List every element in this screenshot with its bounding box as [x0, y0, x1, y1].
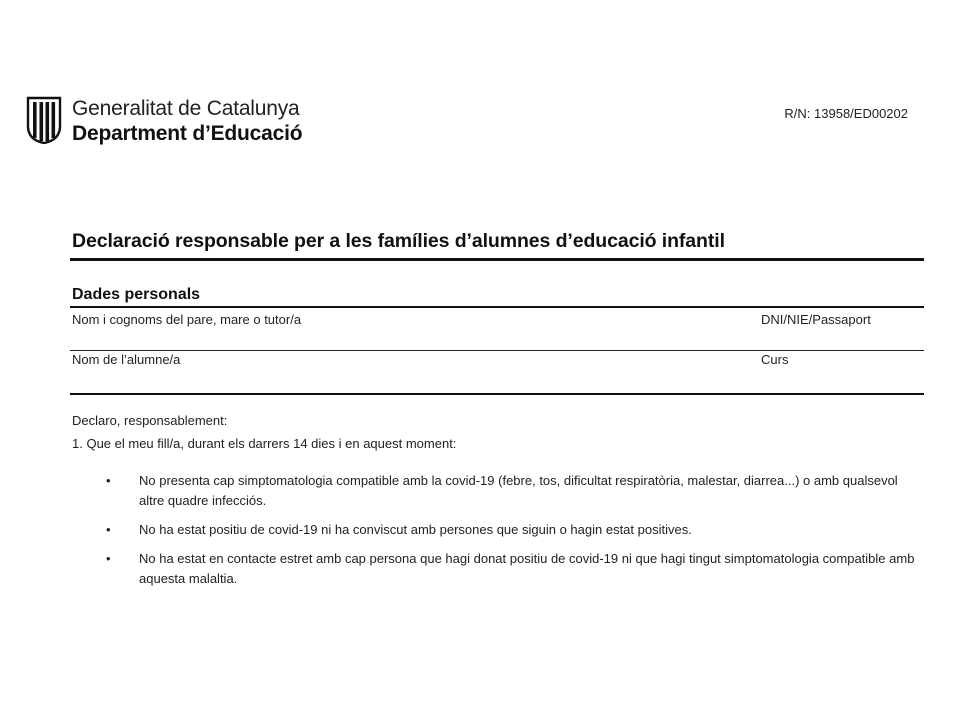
bullet-marker: •	[106, 522, 111, 537]
generalitat-logo-icon	[24, 96, 64, 144]
list-item: No presenta cap simptomatologia compatible amb la covid-19 (febre, tos, dificultat respiratòria, malestar, diarrea...) o amb qualsevol altre quadre infecciós.	[139, 473, 898, 508]
bullet-marker: •	[106, 473, 111, 488]
field-divider	[70, 350, 924, 351]
reference-number: R/N: 13958/ED00202	[784, 106, 908, 121]
parent-name-label: Nom i cognoms del pare, mare o tutor/a	[72, 312, 302, 327]
org-line-2: Department d’Educació	[72, 122, 303, 145]
list-item: No ha estat positiu de covid-19 ni ha conviscut amb persones que siguin o hagin estat positives.	[139, 522, 692, 537]
title-divider	[70, 258, 924, 261]
id-document-label: DNI/NIE/Passaport	[761, 312, 871, 327]
course-label: Curs	[761, 352, 789, 367]
fields-bottom-divider	[70, 393, 924, 395]
section-divider	[70, 306, 924, 308]
bullet-marker: •	[106, 551, 111, 566]
declaration-intro: Declaro, responsablement:	[72, 413, 228, 428]
student-name-label: Nom de l’alumne/a	[72, 352, 181, 367]
section-title: Dades personals	[72, 286, 201, 303]
declaration-point-1: 1. Que el meu fill/a, durant els darrers 14 dies i en aquest moment:	[72, 436, 457, 451]
org-line-1: Generalitat de Catalunya	[72, 97, 300, 120]
document-title: Declaració responsable per a les famílies d’alumnes d’educació infantil	[72, 230, 725, 252]
list-item: No ha estat en contacte estret amb cap persona que hagi donat positiu de covid-19 ni que hagi tingut simptomatologia compatible amb aquesta malaltia.	[139, 551, 915, 586]
organization-name	[72, 98, 302, 144]
